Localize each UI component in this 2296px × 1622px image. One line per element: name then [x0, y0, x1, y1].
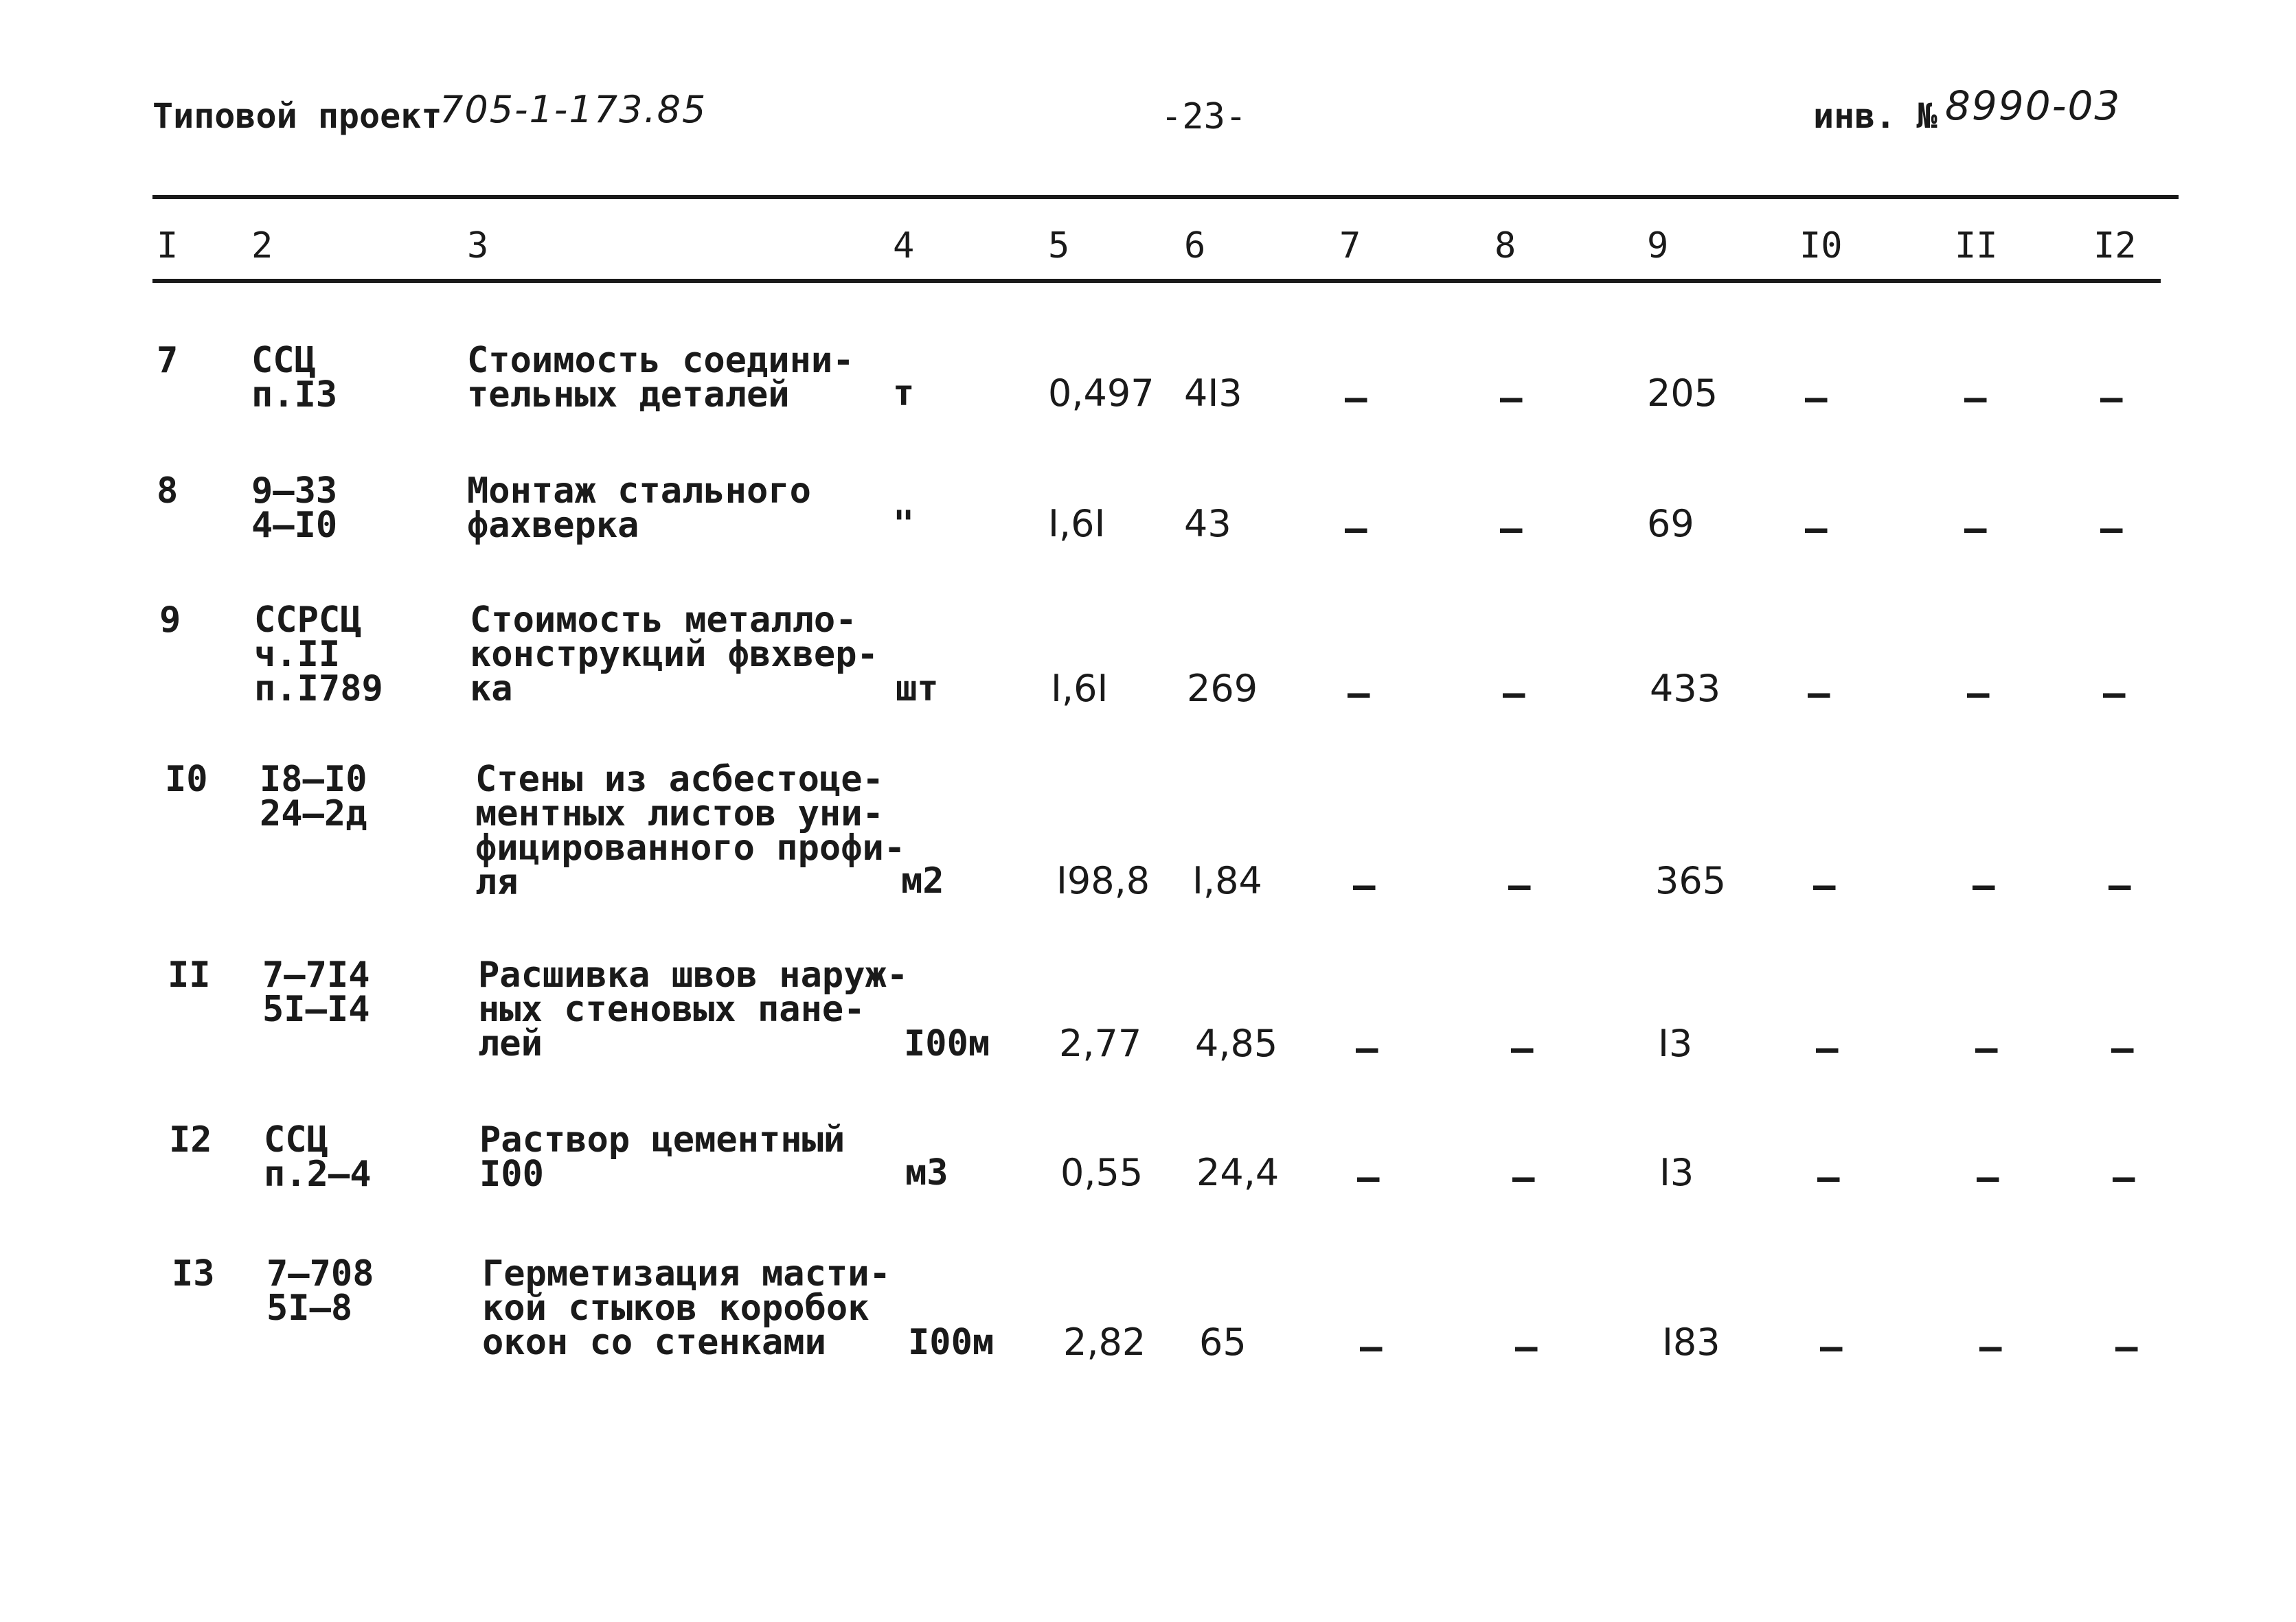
norm-code — [251, 470, 338, 546]
work-description-line: фицированного профи- — [475, 827, 906, 869]
column-number: I0 — [1799, 225, 1843, 266]
column-number: 7 — [1339, 225, 1361, 266]
column-number: I — [157, 225, 179, 266]
column-10-value: – — [1805, 507, 1828, 550]
work-description-line: конструкций фвхвер- — [470, 634, 878, 675]
column-number: 9 — [1647, 225, 1669, 266]
work-description — [482, 1253, 891, 1363]
total-cost: 205 — [1647, 372, 1718, 415]
work-description-line: I00 — [479, 1154, 544, 1195]
norm-code-line: п.I789 — [254, 668, 383, 709]
norm-code — [266, 1253, 374, 1329]
norm-code-line: ССЦ — [264, 1119, 328, 1161]
column-12-value: – — [2113, 1156, 2135, 1199]
total-cost: 433 — [1650, 667, 1721, 710]
norm-code-line: ч.II — [254, 634, 341, 675]
work-description-line: кой стыков коробок — [482, 1288, 869, 1329]
norm-code — [262, 955, 370, 1030]
unit-price: 4I3 — [1184, 372, 1242, 415]
row-number: 9 — [159, 599, 181, 641]
page-number: -23- — [1161, 96, 1247, 137]
column-11-value: – — [1964, 507, 1987, 550]
column-7-value: – — [1353, 864, 1376, 907]
quantity: 2,82 — [1063, 1321, 1146, 1364]
work-description-line: лей — [478, 1023, 543, 1064]
column-8-value: – — [1508, 864, 1531, 907]
column-number: 5 — [1048, 225, 1070, 266]
quantity: I,6I — [1048, 502, 1106, 545]
total-cost: I3 — [1659, 1151, 1694, 1194]
norm-code-line: п.2–4 — [264, 1154, 372, 1195]
column-11-value: – — [1979, 1325, 2002, 1369]
row-number: I3 — [172, 1253, 215, 1294]
work-description-line: ка — [470, 668, 513, 709]
work-description — [470, 599, 878, 709]
column-11-value: – — [1973, 864, 1995, 907]
column-7-value: – — [1360, 1325, 1383, 1369]
unit: м3 — [905, 1152, 948, 1193]
column-12-value: – — [2111, 1027, 2134, 1070]
column-12-value: – — [2115, 1325, 2138, 1369]
work-description — [479, 1119, 845, 1195]
column-number: II — [1955, 225, 1998, 266]
unit: т — [893, 373, 915, 414]
unit-price: 24,4 — [1196, 1151, 1280, 1194]
norm-code — [251, 340, 338, 415]
work-description-line: ных стеновых пане- — [478, 989, 865, 1030]
column-8-value: – — [1503, 672, 1525, 715]
column-header-rule — [152, 279, 2161, 283]
work-description-line: Расшивка швов наруж- — [478, 955, 909, 996]
norm-code-line: ССЦ — [251, 340, 316, 381]
norm-code-line: п.I3 — [251, 374, 338, 415]
column-10-value: – — [1808, 672, 1830, 715]
column-10-value: – — [1817, 1156, 1840, 1199]
top-rule — [152, 195, 2179, 199]
column-7-value: – — [1345, 376, 1367, 420]
column-11-value: – — [1975, 1027, 1998, 1070]
work-description-line: Монтаж стального — [467, 470, 811, 512]
column-number: 6 — [1184, 225, 1206, 266]
work-description-line: Раствор цементный — [479, 1119, 845, 1161]
quantity: 0,497 — [1048, 372, 1155, 415]
work-description-line: окон со стенками — [482, 1322, 826, 1363]
quantity: 0,55 — [1060, 1151, 1144, 1194]
norm-code-line: 5I–I4 — [262, 989, 370, 1030]
unit: I00м — [904, 1023, 990, 1064]
unit: " — [893, 503, 915, 545]
column-12-value: – — [2100, 507, 2123, 550]
work-description-line: Стоимость соедини- — [467, 340, 854, 381]
work-description-line: ментных листов уни- — [475, 793, 884, 834]
quantity: I,6I — [1051, 667, 1109, 710]
project-label: Типовой проект — [152, 96, 442, 136]
column-8-value: – — [1511, 1027, 1534, 1070]
unit: м2 — [901, 860, 944, 902]
total-cost: 365 — [1655, 859, 1727, 902]
unit-price: 269 — [1187, 667, 1258, 710]
column-7-value: – — [1348, 672, 1370, 715]
column-12-value: – — [2109, 864, 2131, 907]
norm-code-line: 4–I0 — [251, 505, 338, 546]
column-8-value: – — [1515, 1325, 1538, 1369]
column-number: 3 — [467, 225, 489, 266]
row-number: 8 — [157, 470, 179, 512]
column-8-value: – — [1500, 507, 1523, 550]
norm-code-line: I8–I0 — [260, 759, 367, 800]
norm-code — [254, 599, 383, 709]
work-description — [475, 759, 906, 903]
work-description-line: фахверка — [467, 505, 639, 546]
norm-code-line: 24–2д — [260, 793, 367, 834]
unit-price: I,84 — [1192, 859, 1262, 902]
norm-code-line: 7–708 — [266, 1253, 374, 1294]
row-number: II — [168, 955, 211, 996]
norm-code — [264, 1119, 372, 1195]
column-8-value: – — [1500, 376, 1523, 420]
unit-price: 43 — [1184, 502, 1231, 545]
work-description — [478, 955, 909, 1064]
column-10-value: – — [1816, 1027, 1839, 1070]
column-12-value: – — [2103, 672, 2126, 715]
work-description — [467, 470, 811, 546]
row-number: I0 — [165, 759, 208, 800]
row-number: 7 — [157, 340, 179, 381]
column-number: I2 — [2093, 225, 2137, 266]
inventory-number: 8990-03 — [1945, 82, 2122, 129]
column-11-value: – — [1977, 1156, 1999, 1199]
work-description-line: Стены из асбестоце- — [475, 759, 884, 800]
quantity: I98,8 — [1056, 859, 1150, 902]
work-description — [467, 340, 854, 415]
column-11-value: – — [1967, 672, 1990, 715]
work-description-line: Герметизация масти- — [482, 1253, 891, 1294]
unit-price: 4,85 — [1195, 1022, 1278, 1065]
total-cost: I3 — [1658, 1022, 1693, 1065]
norm-code-line: 5I–8 — [266, 1288, 353, 1329]
column-number: 8 — [1494, 225, 1516, 266]
work-description-line: тельных деталей — [467, 374, 790, 415]
column-7-value: – — [1357, 1156, 1380, 1199]
column-12-value: – — [2100, 376, 2123, 420]
column-11-value: – — [1964, 376, 1987, 420]
column-10-value: – — [1805, 376, 1828, 420]
quantity: 2,77 — [1059, 1022, 1142, 1065]
unit: I00м — [908, 1322, 994, 1363]
work-description-line: ля — [475, 862, 519, 903]
column-number: 2 — [251, 225, 273, 266]
norm-code-line: 7–7I4 — [262, 955, 370, 996]
inventory-label: инв. № — [1813, 96, 1937, 136]
column-10-value: – — [1813, 864, 1836, 907]
column-7-value: – — [1356, 1027, 1378, 1070]
unit-price: 65 — [1199, 1321, 1247, 1364]
norm-code — [260, 759, 367, 834]
work-description-line: Стоимость металло- — [470, 599, 857, 641]
project-number: 705-1-173.85 — [440, 88, 707, 131]
norm-code-line: ССРСЦ — [254, 599, 362, 641]
norm-code-line: 9–33 — [251, 470, 338, 512]
row-number: I2 — [169, 1119, 212, 1161]
column-10-value: – — [1820, 1325, 1843, 1369]
column-number: 4 — [893, 225, 915, 266]
column-7-value: – — [1345, 507, 1367, 550]
column-8-value: – — [1512, 1156, 1535, 1199]
total-cost: I83 — [1662, 1321, 1720, 1364]
total-cost: 69 — [1647, 502, 1694, 545]
unit: шт — [896, 668, 939, 709]
